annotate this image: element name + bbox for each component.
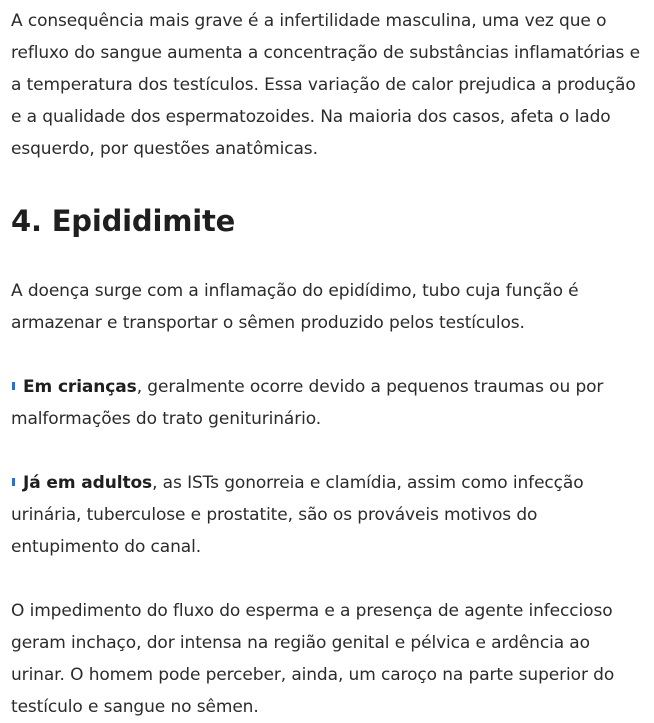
bullet-text: , geralmente ocorre devido a pequenos traumas ou por malformações do trato geniturinário. [11,377,604,429]
bullet-strong-label: Já em adultos [23,473,153,493]
article-body [11,5,647,723]
bullet-marker-icon [12,382,15,390]
bullet-marker-icon [12,478,15,486]
bullet-strong-label: Em crianças [23,377,137,397]
bullet-item-children [11,371,647,435]
intro-paragraph: A consequência mais grave é a infertilidade masculina, uma vez que o refluxo do sangue aumenta a concentração de substâncias inflamatórias e a temperatura dos testículos. Essa variação de calor prejudica a produção e a qualidade dos espermatozoides. Na maioria dos casos, afeta o lado esquerdo, por questões anatômicas. [11,11,640,159]
bullet-item-adults [11,467,647,563]
bullet-text: , as ISTs gonorreia e clamídia, assim como infecção urinária, tuberculose e prostatite, são os prováveis motivos do entupimento do canal. [11,473,584,557]
outcome-paragraph: O impedimento do fluxo do esperma e a presença de agente infeccioso geram inchaço, dor intensa na região genital e pélvica e ardência ao urinar. O homem pode perceber, ainda, um caroço na parte superior do testículo e sangue no sêmen. [11,601,615,717]
description-paragraph: A doença surge com a inflamação do epidídimo, tubo cuja função é armazenar e transportar o sêmen produzido pelos testículos. [11,281,579,333]
section-heading: 4. Epididimite [11,204,236,238]
